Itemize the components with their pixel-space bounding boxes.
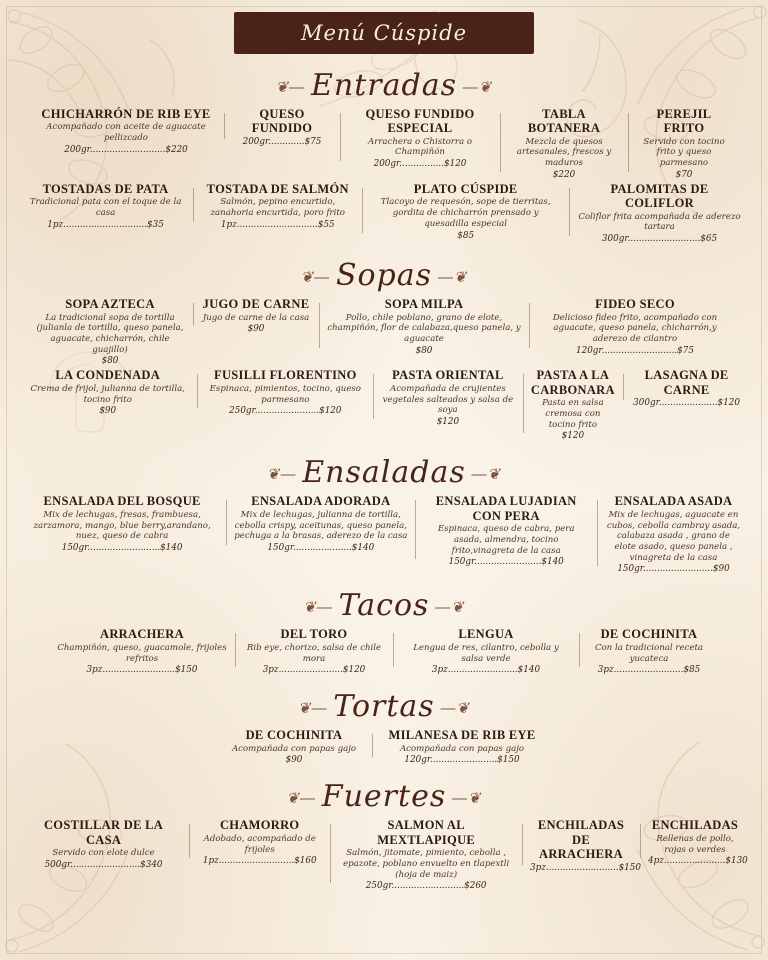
menu-item[interactable]	[18, 494, 226, 553]
flourish-right-icon: ―❦	[432, 268, 468, 287]
menu-item[interactable]	[522, 818, 640, 872]
menu-item[interactable]	[628, 107, 740, 180]
menu-item-description: Acompañado con aceite de aguacate pellizcado	[46, 122, 206, 144]
menu-item-price: 300gr..........................$65	[601, 234, 718, 245]
menu-item[interactable]	[18, 368, 197, 416]
menu-title-ribbon	[234, 12, 534, 54]
menu-item-description: Tradicional pata con el toque de la casa	[29, 197, 182, 219]
menu-item-description: Lengua de res, cilantro, cebolla y salsa verde	[413, 642, 559, 664]
menu-item-name: JUGO DE CARNE	[202, 297, 310, 312]
section-name: Fuertes	[321, 779, 447, 815]
menu-item-price: 250gr..........................$260	[365, 881, 487, 892]
menu-item-description: Jugo de carne de la casa	[202, 312, 310, 323]
menu-row	[0, 295, 768, 366]
section-heading	[0, 779, 768, 814]
menu-item-price: 500gr.........................$340	[44, 859, 163, 870]
menu-item-description: Acompañada con papas gajo	[399, 743, 525, 754]
menu-row	[0, 625, 768, 675]
menu-item-description: Acompañada de crujientes vegetales salteados y salsa de soya	[382, 383, 514, 416]
section-heading	[0, 68, 768, 103]
menu-item[interactable]	[362, 182, 569, 241]
menu-item-description: Servido con tocino frito y queso parmesano	[643, 136, 725, 169]
menu-item-name: LENGUA	[458, 627, 514, 642]
menu-item-name: ARRACHERA	[100, 627, 184, 642]
menu-item-description: Rellenas de pollo, rojas o verdes	[656, 833, 734, 855]
menu-item-price: 150gr.........................$90	[617, 564, 730, 575]
flourish-right-icon: ―❦	[429, 598, 465, 617]
menu-item-name: FIDEO SECO	[595, 297, 675, 312]
menu-item-name: TOSTADA DE SALMÓN	[206, 181, 349, 196]
menu-item[interactable]	[393, 627, 579, 675]
menu-row	[0, 816, 768, 891]
menu-item-name: PASTA A LA CARBONARA	[530, 368, 615, 397]
menu-item-description: Mix de lechugas, fresas, frambuesa, zarzamora, mango, blue berry,arandano, nuez, queso de cabra	[33, 509, 211, 542]
menu-item-name: QUESO FUNDIDO ESPECIAL	[365, 107, 475, 136]
menu-item-description: Con la tradicional receta yucateca	[594, 642, 704, 664]
menu-item[interactable]	[597, 494, 750, 574]
menu-item-name: DE COCHINITA	[245, 728, 343, 743]
section-heading	[0, 689, 768, 724]
menu-item-description: La tradicional sopa de tortilla (julianla de tortilla, queso panela, aguacate, chicharrón, chile guajillo)	[36, 312, 184, 355]
menu-item[interactable]	[28, 107, 224, 155]
flourish-right-icon: ―❦	[446, 789, 482, 808]
menu-item-price: $70	[675, 169, 693, 180]
menu-item[interactable]	[216, 728, 372, 765]
ribbon-banner	[234, 12, 534, 54]
menu-item-description: Servido con elote dulce	[52, 848, 155, 859]
menu-item[interactable]	[189, 818, 330, 866]
menu-item[interactable]	[372, 728, 552, 765]
menu-row	[0, 726, 768, 765]
menu-section	[0, 68, 768, 244]
menu-item-description: Crema de frijol, julianna de tortilla, tocino frito	[30, 383, 185, 405]
menu-item-name: COSTILLAR DE LA CASA	[43, 818, 164, 847]
menu-row	[0, 492, 768, 574]
section-heading	[0, 258, 768, 293]
menu-item-name: ENSALADA ASADA	[614, 494, 733, 509]
menu-item-price: 1pz...........................$160	[202, 856, 317, 867]
menu-item[interactable]	[18, 818, 189, 869]
menu-item-name: TABLA BOTANERA	[527, 107, 601, 136]
menu-item-name: DE COCHINITA	[600, 627, 698, 642]
flourish-left-icon: ❦―	[275, 78, 311, 96]
menu-item[interactable]	[640, 818, 750, 866]
menu-item-price: 3pz.......................$120	[262, 665, 366, 676]
menu-item-price: 200gr................$120	[373, 159, 467, 170]
menu-item-price: 3pz..........................$150	[86, 665, 198, 676]
menu-item-name: QUESO FUNDIDO	[251, 107, 313, 136]
menu-section	[0, 689, 768, 765]
section-heading	[0, 588, 768, 623]
menu-item-description: Espinaca, pimientos, tocino, queso parmesano	[209, 383, 361, 405]
page-title: Menú Cúspide	[300, 21, 468, 45]
menu-item-name: ENSALADA LUJADIAN CON PERA	[435, 494, 577, 523]
menu-item-name: PALOMITAS DE COLIFLOR	[610, 181, 709, 211]
menu-item[interactable]	[340, 107, 500, 169]
menu-row	[0, 366, 768, 441]
menu-section	[0, 779, 768, 891]
flourish-left-icon: ❦―	[297, 699, 334, 718]
menu-item[interactable]	[226, 494, 415, 553]
menu-item[interactable]	[319, 297, 529, 356]
menu-item[interactable]	[529, 297, 741, 356]
menu-sections	[0, 68, 768, 891]
menu-item-price: 3pz..........................$150	[530, 862, 641, 873]
section-name: Sopas	[335, 258, 433, 294]
menu-item-name: LASAGNA DE CARNE	[644, 368, 729, 397]
menu-item-price: 3pz.........................$140	[431, 665, 541, 676]
menu-section	[0, 588, 768, 675]
menu-item-description: Delicioso fideo frito, acompañado con aguacate, queso panela, chicharrón,y aderezo de cilantro	[552, 312, 718, 345]
menu-section	[0, 258, 768, 441]
menu-item-description: Coliflor frita acompañada de aderezo tartara	[578, 211, 741, 233]
menu-item-price: 4pz......................$130	[648, 856, 748, 867]
menu-item[interactable]	[579, 627, 719, 675]
menu-item-price: $120	[561, 431, 585, 442]
menu-item-name: PASTA ORIENTAL	[392, 368, 504, 383]
menu-item[interactable]	[623, 368, 750, 408]
menu-item-description: Acompañada con papas gajo	[231, 743, 357, 754]
menu-item-description: Arrachera o Chistorra o Champiñón	[368, 136, 472, 158]
menu-item-description: Rib eye, chorizo, salsa de chile mora	[246, 642, 382, 664]
menu-item-description: Espinaca, queso de cabra, pera asada, almendra, tocino frito,vinagreta de la casa	[437, 524, 575, 556]
menu-item-name: ENSALADA DEL BOSQUE	[43, 494, 201, 509]
menu-item-price: 120gr........................$150	[404, 755, 520, 766]
flourish-right-icon: ―❦	[457, 78, 493, 96]
menu-item[interactable]	[193, 297, 319, 334]
menu-section	[0, 455, 768, 574]
menu-item-price: $80	[415, 345, 433, 356]
menu-item-name: TOSTADAS DE PATA	[42, 181, 169, 196]
menu-item[interactable]	[197, 368, 373, 416]
section-name: Entradas	[311, 68, 457, 103]
menu-item-name: CHAMORRO	[219, 818, 300, 833]
flourish-right-icon: ―❦	[434, 699, 471, 718]
menu-item-price: 300gr.....................$120	[633, 398, 740, 409]
menu-item-description: Champiñón, queso, guacamole, frijoles refritos	[57, 642, 227, 664]
menu-item-description: Pollo, chile poblano, grano de elote, champiñón, flor de calabaza,queso panela, y aguacate	[327, 312, 521, 345]
menu-item-price: 1pz..............................$35	[47, 219, 164, 230]
menu-item-price: $90	[285, 755, 303, 766]
menu-item-name: PLATO CÚSPIDE	[413, 181, 518, 196]
menu-item-price: $85	[457, 230, 475, 241]
menu-row	[0, 180, 768, 244]
menu-item-name: FUSILLI FLORENTINO	[214, 368, 357, 383]
menu-item-name: CHICHARRÓN DE RIB EYE	[41, 107, 211, 121]
menu-item[interactable]	[193, 182, 362, 230]
menu-item[interactable]	[27, 297, 193, 366]
menu-item-name: MILANESA DE RIB EYE	[388, 728, 536, 743]
menu-row	[0, 105, 768, 180]
flourish-left-icon: ❦―	[303, 598, 339, 617]
menu-item-price: 200gr...........................$220	[64, 144, 188, 155]
menu-item-name: DEL TORO	[280, 627, 348, 642]
section-name: Tortas	[333, 689, 435, 725]
menu-item-description: Salmón, jitomate, pimiento, cebolla , epazote, poblano envuelto en tlapextli (hoja de maiz)	[343, 848, 510, 880]
menu-item[interactable]	[500, 107, 628, 180]
flourish-right-icon: ―❦	[465, 465, 502, 484]
menu-item-price: 150gr........................$140	[448, 557, 564, 568]
menu-item[interactable]	[415, 494, 597, 567]
section-name: Ensaladas	[302, 455, 466, 491]
menu-item-name: SOPA AZTECA	[65, 297, 155, 312]
menu-item-price: $90	[247, 324, 265, 335]
menu-item-price: $220	[552, 169, 576, 180]
menu-item[interactable]	[569, 182, 750, 244]
menu-item-price: 150gr..........................$140	[61, 543, 183, 554]
menu-item-name: ENSALADA ADORADA	[251, 494, 391, 509]
flourish-left-icon: ❦―	[266, 465, 303, 484]
menu-item[interactable]	[373, 368, 522, 427]
menu-item-price: $90	[99, 406, 117, 417]
menu-item-name: ENCHILADAS	[651, 818, 739, 833]
menu-item[interactable]	[235, 627, 393, 675]
menu-item-description: Mix de lechugas, aguacate en cubos, cebolla cambray asada, calabaza asada , grano de elote asado, queso panela , vinagreta de la casa	[606, 509, 741, 563]
flourish-left-icon: ❦―	[300, 268, 336, 287]
menu-item[interactable]	[49, 627, 235, 675]
menu-item-description: Mix de lechugas, julianna de tortilla, cebolla crispy, aceitunas, queso panela, pechuga a la brasas, aderezo de la casa	[234, 509, 408, 542]
section-name: Tacos	[338, 588, 430, 624]
menu-item-description: Adobado, acompañado de frijoles	[203, 833, 316, 855]
menu-item-name: SALMON AL MEXTLAPIQUE	[377, 818, 476, 847]
menu-item[interactable]	[523, 368, 624, 441]
menu-item-name: ENCHILADAS DE ARRACHERA	[537, 818, 625, 862]
menu-item-price: 120gr...........................$75	[576, 345, 694, 356]
menu-item-name: LA CONDENADA	[55, 368, 161, 383]
menu-item-description: Salmón, pepino encurtido, zanahoria encurtida, poro frito	[210, 197, 345, 219]
menu-item-name: SOPA MILPA	[384, 297, 464, 312]
menu-item-price: 250gr.......................$120	[229, 406, 342, 417]
menu-item-description: Pasta en salsa cremosa con tocino frito	[542, 398, 604, 430]
menu-item-description: Tlacoyo de requesón, sope de tierritas, gordita de chicharrón prensado y quesadilla especial	[380, 197, 551, 229]
menu-item-name: PEREJIL FRITO	[656, 107, 712, 136]
menu-item-price: $120	[436, 417, 460, 428]
menu-item-price: 150gr.....................$140	[267, 543, 375, 554]
menu-item-price: 1pz.............................$55	[220, 219, 335, 230]
menu-item-description: Mezcla de quesos artesanales, frescos y maduros	[516, 136, 612, 169]
menu-item-price: 3pz.........................$85	[597, 665, 701, 676]
menu-item[interactable]	[18, 182, 193, 230]
section-heading	[0, 455, 768, 490]
menu-item[interactable]	[224, 107, 340, 147]
flourish-left-icon: ❦―	[286, 789, 322, 808]
menu-item-price: $80	[101, 356, 119, 367]
menu-item[interactable]	[330, 818, 522, 891]
menu-item-price: 200gr.............$75	[242, 136, 322, 147]
